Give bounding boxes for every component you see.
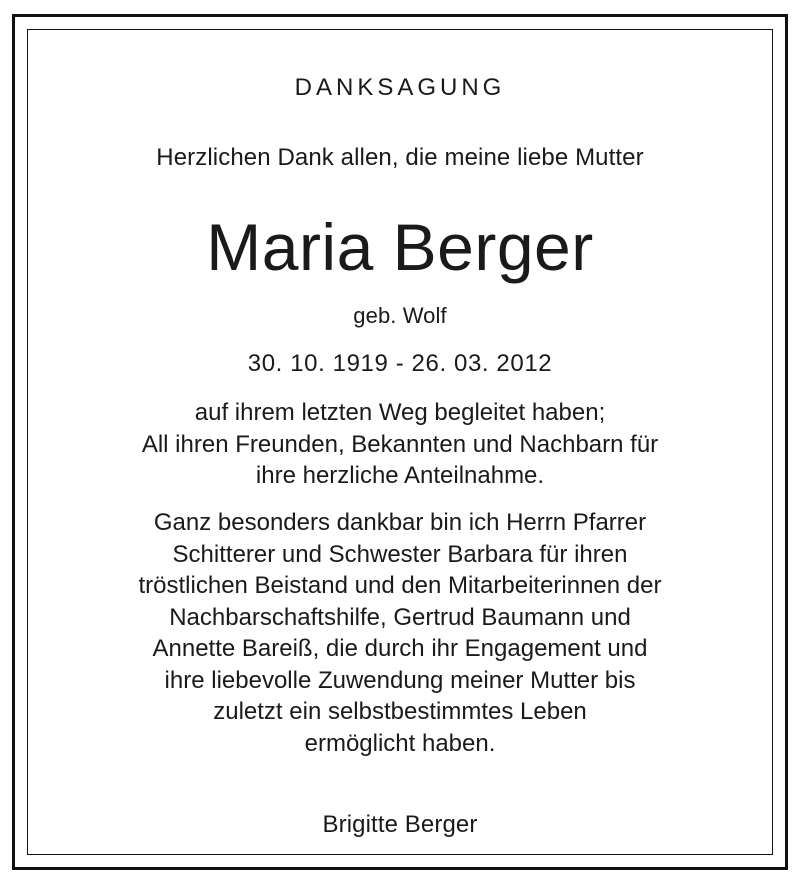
text-line: ihre herzliche Anteilnahme.	[255, 462, 545, 489]
notice-outer-border	[12, 14, 788, 870]
text-line: Schitterer und Schwester Barbara für ihren	[172, 540, 628, 568]
life-dates: 30. 10. 1919 - 26. 03. 2012	[247, 350, 553, 377]
thanks-paragraph-1	[15, 397, 785, 492]
text-line: tröstlichen Beistand und den Mitarbeiterinnen der	[138, 572, 662, 599]
maiden-name: geb. Wolf	[353, 303, 447, 328]
signature: Brigitte Berger	[322, 811, 478, 838]
intro-text: Herzlichen Dank allen, die meine liebe Mutter	[156, 144, 644, 171]
text-line: Ganz besonders dankbar bin ich Herrn Pfarrer	[153, 509, 647, 536]
text-line: auf ihrem letzten Weg begleitet haben;	[194, 399, 606, 426]
text-line: Annette Bareiß, die durch ihr Engagement und	[152, 635, 648, 662]
text-line: ermöglicht haben.	[304, 729, 496, 757]
text-line: All ihren Freunden, Bekannten und Nachbarn für	[141, 430, 659, 458]
thanks-paragraph-2	[15, 507, 785, 759]
notice-heading: DANKSAGUNG	[294, 74, 506, 101]
deceased-name: Maria Berger	[206, 210, 594, 284]
text-line: Nachbarschaftshilfe, Gertrud Baumann und	[169, 603, 631, 631]
text-line: ihre liebevolle Zuwendung meiner Mutter bis	[164, 666, 636, 694]
text-line: zuletzt ein selbstbestimmtes Leben	[213, 698, 587, 725]
